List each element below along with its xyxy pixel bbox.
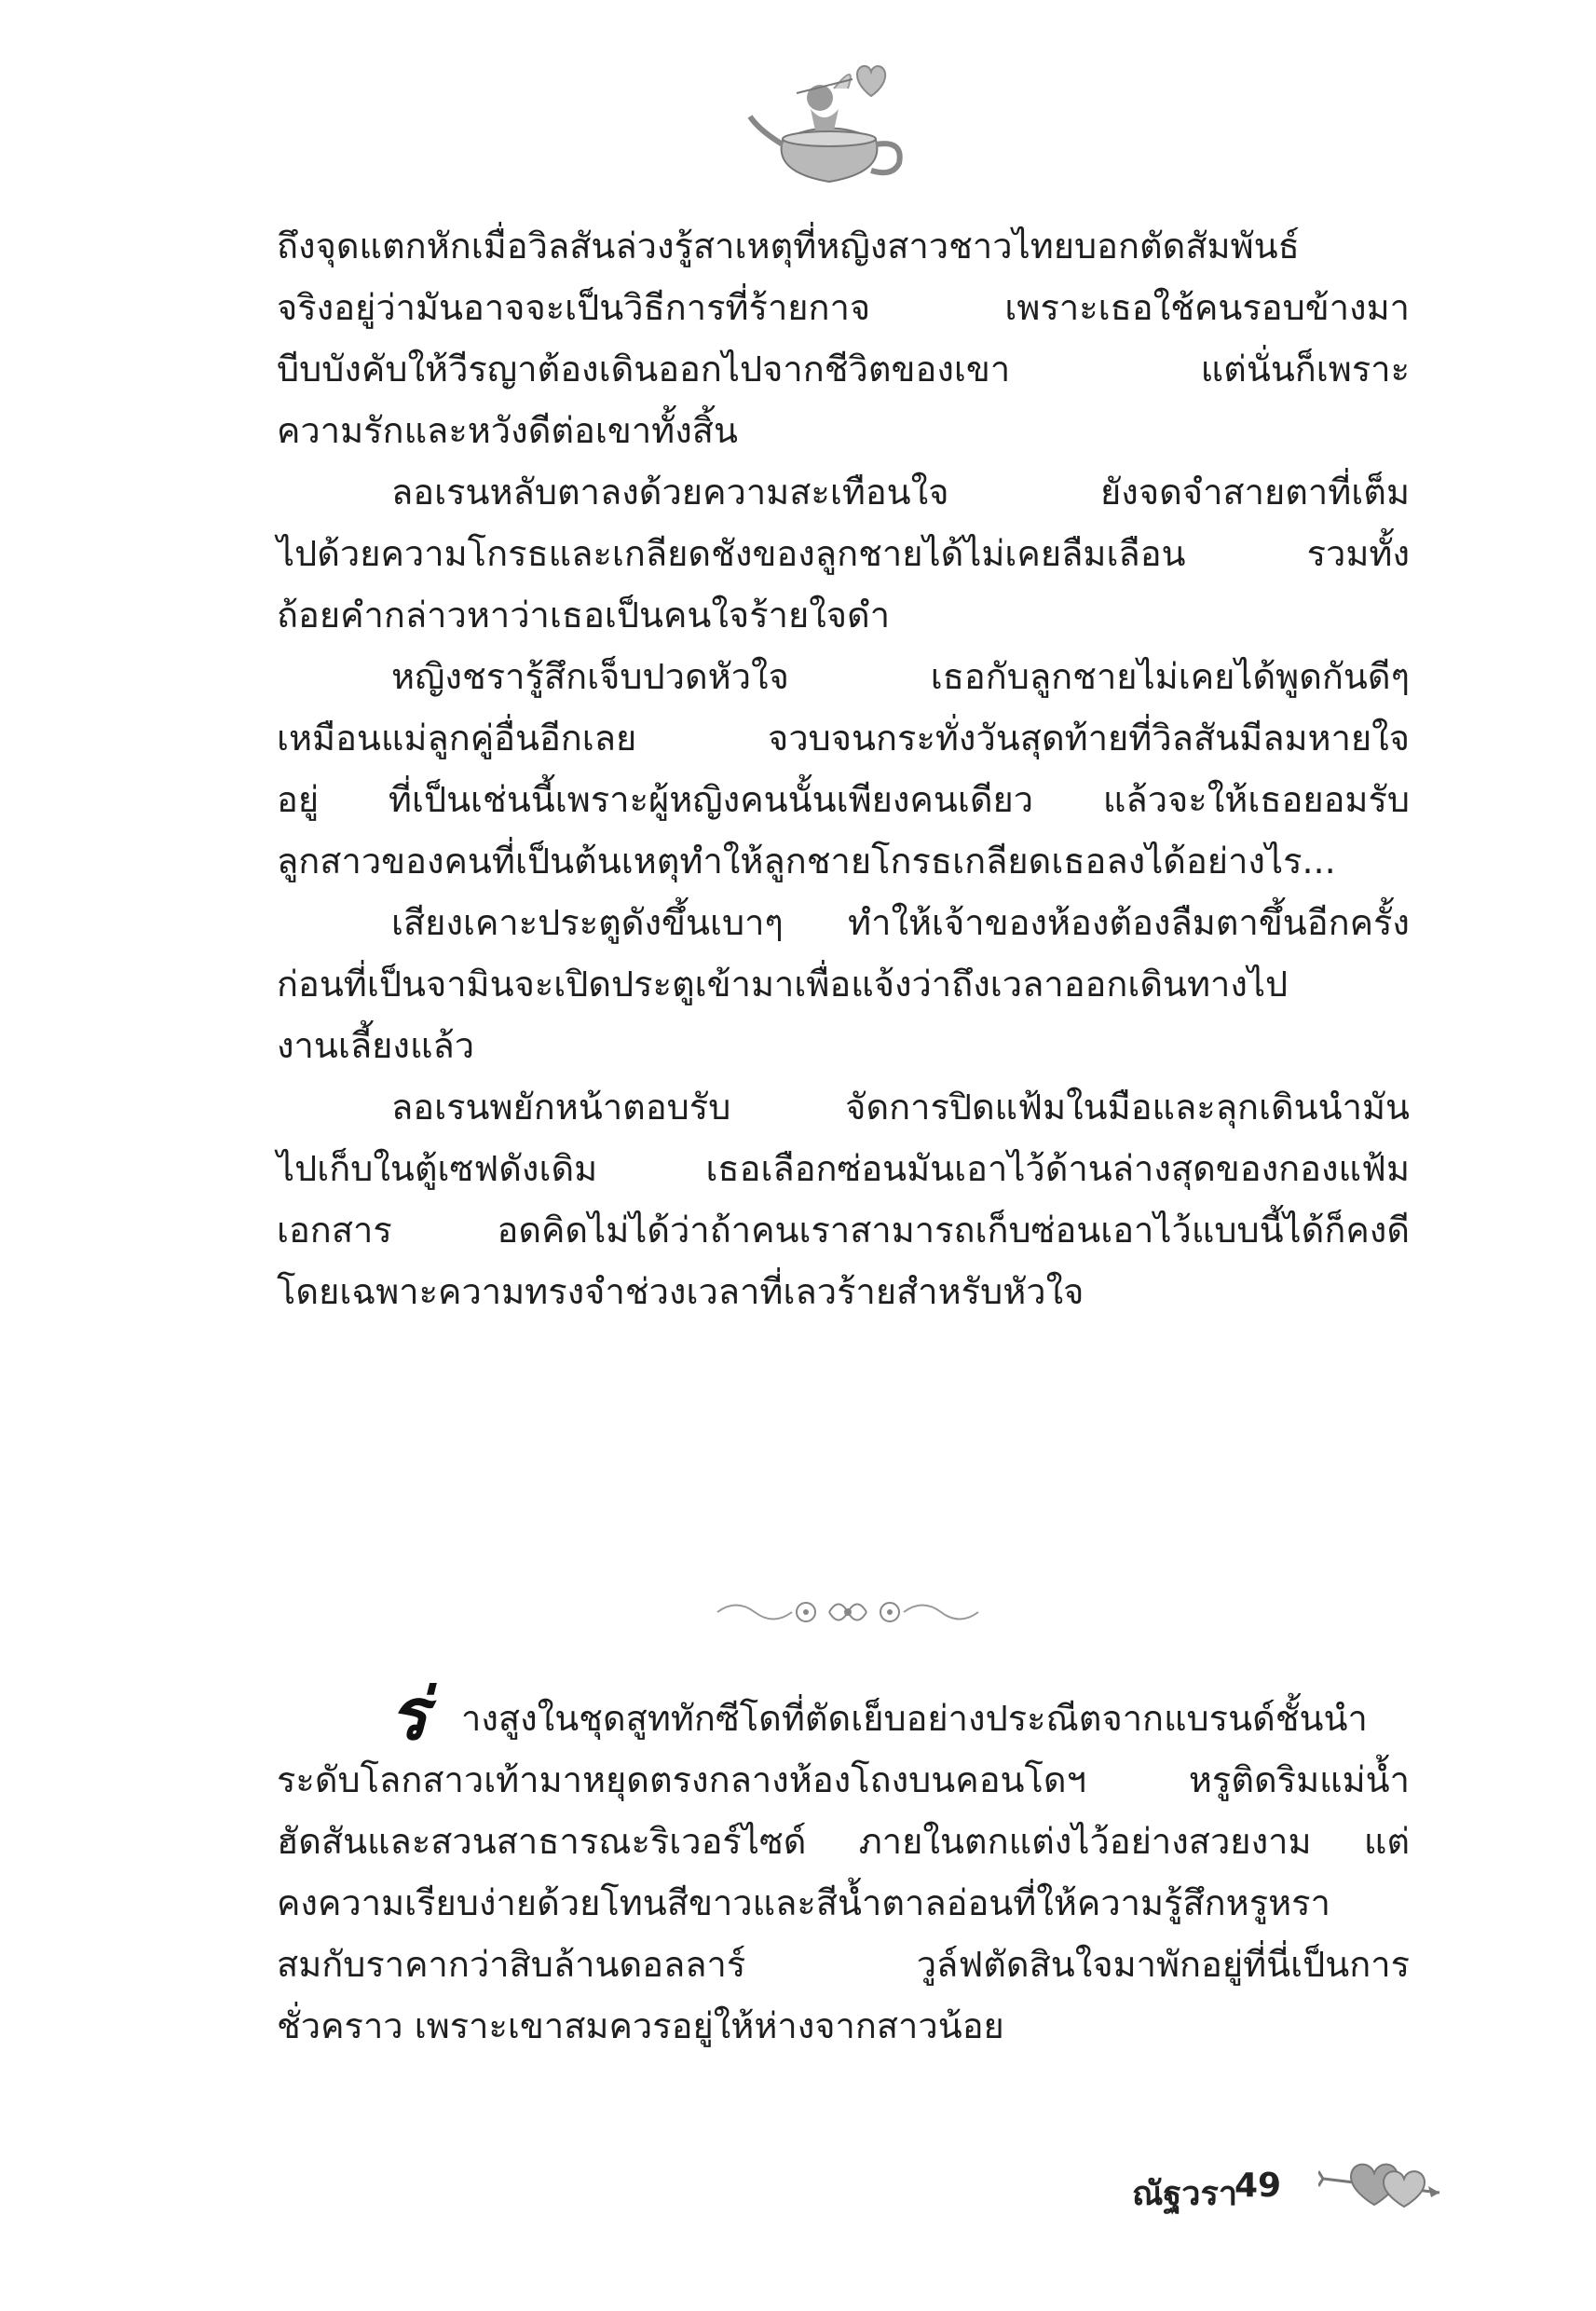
text-line: ไปเก็บในตู้เซฟดังเดิม เธอเลือกซ่อนมันเอาไว้ด้านล่างสุดของกองแฟ้ม	[277, 1148, 1410, 1189]
text-line: ระดับโลกสาวเท้ามาหยุดตรงกลางห้องโถงบนคอนโดฯ หรูติดริมแม่น้ำ	[277, 1759, 1410, 1800]
text-line: ลอเรนหลับตาลงด้วยความสะเทือนใจ ยังจดจำสายตาที่เต็ม	[391, 472, 1410, 513]
text-line: ก่อนที่เป็นจามินจะเปิดประตูเข้ามาเพื่อแจ้งว่าถึงเวลาออกเดินทางไป	[277, 964, 1289, 1005]
text-line: ความรักและหวังดีต่อเขาทั้งสิ้น	[277, 410, 738, 451]
text-line: สมกับราคากว่าสิบล้านดอลลาร์ วูล์ฟตัดสินใจมาพักอยู่ที่นี่เป็นการ	[277, 1944, 1410, 1985]
text-line: เอกสาร อดคิดไม่ได้ว่าถ้าคนเราสามารถเก็บซ่อนเอาไว้แบบนี้ได้ก็คงดี	[277, 1210, 1410, 1251]
text-line: ถึงจุดแตกหักเมื่อวิลสันล่วงรู้สาเหตุที่หญิงสาวชาวไทยบอกตัดสัมพันธ์	[277, 226, 1300, 267]
text-line: อยู่ ที่เป็นเช่นนี้เพราะผู้หญิงคนนั้นเพียงคนเดียว แล้วจะให้เธอยอมรับ	[277, 779, 1410, 820]
text-line: ฮัดสันและสวนสาธารณะริเวอร์ไซด์ ภายในตกแต่งไว้อย่างสวยงาม แต่	[277, 1821, 1410, 1862]
text-line: างสูงในชุดสูททักซีโดที่ตัดเย็บอย่างประณีตจากแบรนด์ชั้นนำ	[461, 1698, 1368, 1739]
text-line: งานเลี้ยงแล้ว	[277, 1025, 475, 1066]
drop-cap: ร่	[389, 1673, 428, 1756]
text-line: ชั่วคราว เพราะเขาสมควรอยู่ให้ห่างจากสาวน้อย	[277, 2005, 1004, 2046]
text-line: บีบบังคับให้วีรญาต้องเดินออกไปจากชีวิตของเขา แต่นั่นก็เพราะ	[277, 349, 1410, 390]
text-line: ถ้อยคำกล่าวหาว่าเธอเป็นคนใจร้ายใจดำ	[277, 595, 891, 636]
text-line: ลูกสาวของคนที่เป็นต้นเหตุทำให้ลูกชายโกรธเกลียดเธอลงได้อย่างไร...	[277, 841, 1336, 882]
text-line: เสียงเคาะประตูดังขึ้นเบาๆ ทำให้เจ้าของห้องต้องลืมตาขึ้นอีกครั้ง	[391, 902, 1410, 943]
text-line: หญิงชรารู้สึกเจ็บปวดหัวใจ เธอกับลูกชายไม่เคยได้พูดกันดีๆ	[391, 656, 1410, 697]
hearts-arrow-icon	[1318, 2151, 1449, 2216]
text-line: จริงอยู่ว่ามันอาจจะเป็นวิธีการที่ร้ายกาจ เพราะเธอใช้คนรอบข้างมา	[277, 287, 1410, 328]
author-name: ณัฐวรา	[1132, 2175, 1238, 2213]
cupid-teapot-icon	[745, 51, 913, 191]
text-line: เหมือนแม่ลูกคู่อื่นอีกเลย จวบจนกระทั่งวันสุดท้ายที่วิลสันมีลมหายใจ	[277, 718, 1410, 759]
text-line: ไปด้วยความโกรธและเกลียดชังของลูกชายได้ไม่เคยลืมเลือน รวมทั้ง	[277, 533, 1410, 574]
text-line: ลอเรนพยักหน้าตอบรับ จัดการปิดแฟ้มในมือและลุกเดินนำมัน	[391, 1087, 1410, 1128]
floral-divider-icon	[708, 1589, 988, 1635]
page-number: 49	[1235, 2167, 1282, 2205]
text-line: โดยเฉพาะความทรงจำช่วงเวลาที่เลวร้ายสำหรับหัวใจ	[277, 1271, 1084, 1312]
text-line: คงความเรียบง่ายด้วยโทนสีขาวและสีน้ำตาลอ่อนที่ให้ความรู้สึกหรูหรา	[277, 1882, 1330, 1923]
